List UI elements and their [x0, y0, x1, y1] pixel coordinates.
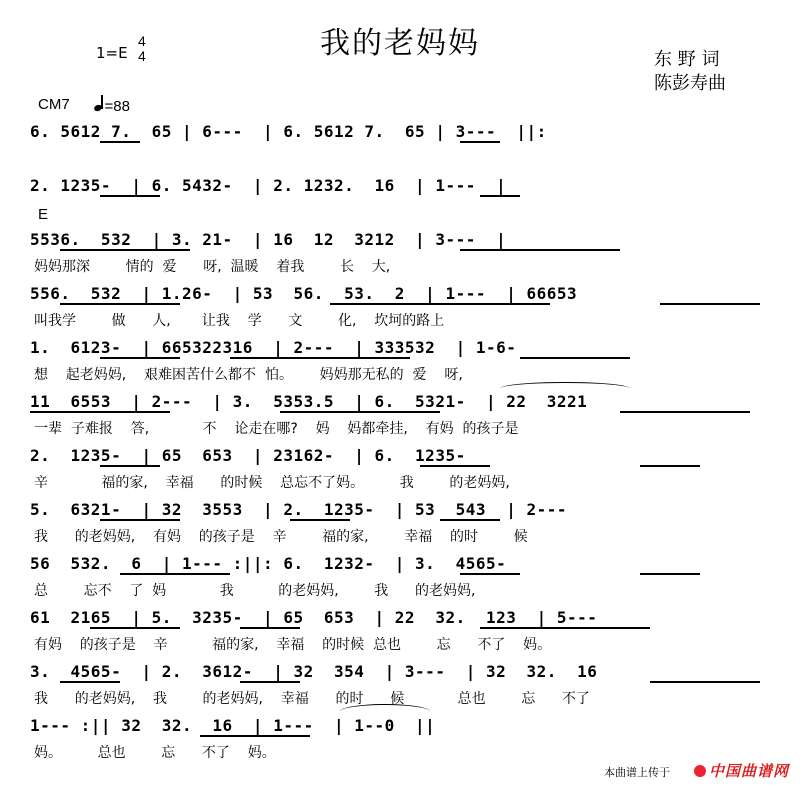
beam-line [240, 681, 300, 683]
lyricist-credit: 东 野 词 [654, 49, 720, 70]
beam-line [460, 249, 620, 251]
beam-line [520, 357, 630, 359]
lyric-line-9: 总 忘不 了 妈 我 的老妈妈, 我 的老妈妈, [34, 583, 476, 599]
beam-line [200, 735, 310, 737]
beam-line [100, 465, 160, 467]
quarter-note-icon [93, 104, 103, 112]
notation-line-10: 61 2165 | 5. 3235- | 65 653 | 22 32. 123 | 5--- [30, 608, 598, 627]
lyric-line-10: 有妈 的孩子是 辛 福的家, 幸福 的时候 总也 忘 不了 妈。 [34, 637, 552, 653]
notation-line-2: 2. 1235- | 6. 5432- | 2. 1232. 16 | 1--- | [30, 176, 507, 195]
credits [654, 48, 726, 96]
beam-line [460, 573, 520, 575]
lyric-line-4: 叫我学 做 人, 让我 学 文 化, 坎坷的路上 [34, 313, 445, 329]
notation-line-1: 6. 5612 7. 65 | 6--- | 6. 5612 7. 65 | 3--- ||: [30, 122, 547, 141]
meter-top: 4 [138, 33, 146, 49]
beam-line [480, 195, 520, 197]
beam-line [30, 411, 170, 413]
time-signature [138, 34, 146, 64]
footer-label: 本曲谱上传于 [604, 766, 670, 779]
lyric-line-3: 妈妈那深 情的 爱 呀, 温暖 着我 长 大, [34, 259, 391, 275]
lyric-line-6: 一辈 子难报 答, 不 论走在哪? 妈 妈都牵挂, 有妈 的孩子是 [34, 421, 519, 437]
beam-line [660, 303, 760, 305]
lyric-line-7: 辛 福的家, 幸福 的时候 总忘不了妈。 我 的老妈妈, [34, 475, 510, 491]
chord-marking: CM7 [38, 96, 70, 113]
composer-credit: 陈彭寿曲 [654, 73, 726, 94]
key-signature: 1=E [96, 44, 128, 62]
lyric-line-5: 想 起老妈妈, 艰难困苦什么都不 怕。 妈妈那无私的 爱 呀, [34, 367, 463, 383]
harmony-marking: E [38, 206, 49, 223]
beam-line [460, 141, 500, 143]
beam-line [330, 303, 550, 305]
notation-line-7: 2. 1235- | 65 653 | 23162- | 6. 1235- [30, 446, 466, 465]
notation-line-5: 1. 6123- | 665322316 | 2--- | 333532 | 1-6- [30, 338, 517, 357]
tempo-value: =88 [104, 98, 130, 115]
beam-line [280, 411, 440, 413]
notation-line-3: 5536. 532 | 3. 21- | 16 12 3212 | 3--- | [30, 230, 507, 249]
notation-line-4: 556. 532 | 1.26- | 53 56. 53. 2 | 1--- | 66653 [30, 284, 578, 303]
notation-line-12: 1--- :|| 32 32. 16 | 1--- | 1--0 || [30, 716, 436, 735]
beam-line [620, 411, 750, 413]
site-logo[interactable] [694, 760, 789, 781]
beam-line [120, 573, 230, 575]
beam-line [420, 465, 490, 467]
beam-line [480, 627, 650, 629]
site-name: 中国曲谱网 [709, 762, 790, 780]
beam-line [100, 519, 180, 521]
notation-line-8: 5. 6321- | 32 3553 | 2. 1235- | 53 543 | 2--- [30, 500, 568, 519]
notation-line-11: 3. 4565- | 2. 3612- | 32 354 | 3--- | 32 32. 16 [30, 662, 598, 681]
beam-line [230, 357, 410, 359]
beam-line [640, 573, 700, 575]
lyric-line-12: 妈。 总也 忘 不了 妈。 [34, 745, 276, 761]
notation-line-6: 11 6553 | 2--- | 3. 5353.5 | 6. 5321- | 22 3221 [30, 392, 588, 411]
meter-bottom: 4 [138, 48, 146, 64]
notation-line-9: 56 532. 6 | 1--- :||: 6. 1232- | 3. 4565- [30, 554, 507, 573]
beam-line [650, 681, 760, 683]
beam-line [440, 519, 500, 521]
beam-line [60, 303, 180, 305]
lyric-line-8: 我 的老妈妈, 有妈 的孩子是 辛 福的家, 幸福 的时 候 [34, 529, 528, 545]
beam-line [100, 195, 160, 197]
beam-line [90, 627, 180, 629]
song-title: 我的老妈妈 [320, 26, 480, 61]
beam-line [100, 141, 140, 143]
beam-line [640, 465, 700, 467]
beam-line [290, 519, 350, 521]
tempo-marking [94, 95, 130, 115]
beam-line [60, 681, 120, 683]
logo-ball-icon [694, 765, 706, 777]
lyric-line-11: 我 的老妈妈, 我 的老妈妈, 幸福 的时 候 总也 忘 不了 [34, 691, 590, 707]
tie-mark [340, 704, 430, 719]
beam-line [100, 357, 180, 359]
beam-line [240, 627, 300, 629]
tie-mark [500, 382, 630, 395]
beam-line [60, 249, 190, 251]
